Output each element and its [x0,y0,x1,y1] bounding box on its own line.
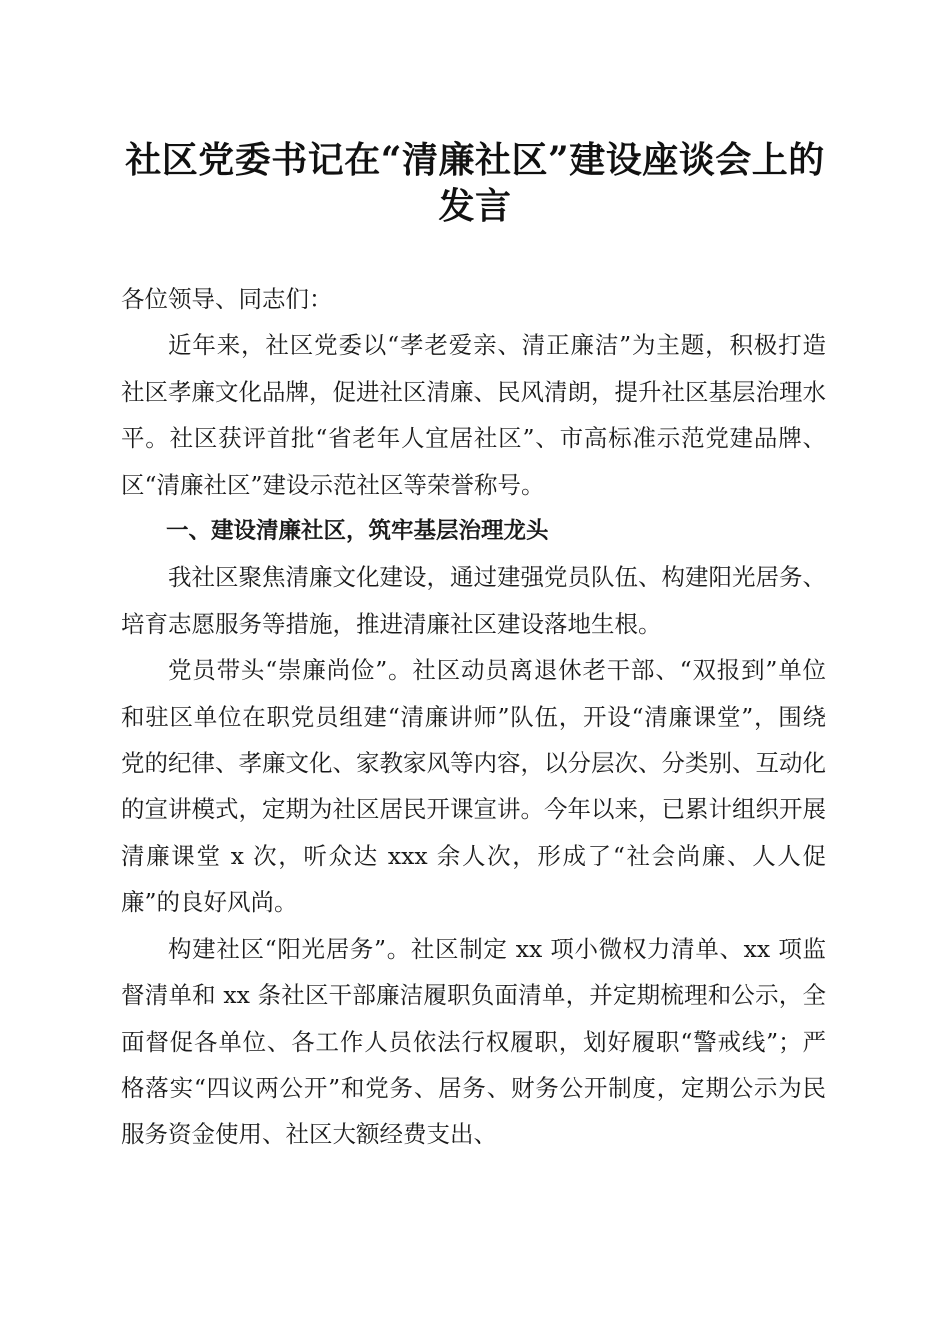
intro-paragraph: 近年来，社区党委以“孝老爱亲、清正廉洁”为主题，积极打造社区孝廉文化品牌，促进社区清廉、民风清朗，提升社区基层治理水平。社区获评首批“省老年人宜居社区”、市高标准示范党建品牌、区“清廉社区”建设示范社区等荣誉称号。 [121,331,826,499]
title-line-1: 社区党委书记在“清廉社区”建设座谈会上的 [125,139,825,181]
title-line-2: 发言 [438,185,512,227]
salutation: 各位领导、同志们： [121,285,333,313]
body-paragraph-3: 构建社区“阳光居务”。社区制定 xx 项小微权力清单、xx 项监督清单和 xx 条社区干部廉洁履职负面清单，并定期梳理和公示，全面督促各单位、各工作人员依法行权履职，划好履职“警戒线”；严格落实“四议两公开”和党务、居务、财务公开制度，定期公示为民服务资金使用、社区大额经费支出、 [121,934,826,1149]
document-body [121,276,826,1158]
body-paragraph-2: 党员带头“崇廉尚俭”。社区动员离退休老干部、“双报到”单位和驻区单位在职党员组建“清廉讲师”队伍，开设“清廉课堂”，围绕党的纪律、孝廉文化、家教家风等内容，以分层次、分类别、互动化的宣讲模式，定期为社区居民开课宣讲。今年以来，已累计组织开展清廉课堂 x 次，听众达 xxx 余人次，形成了“社会尚廉、人人促廉”的良好风尚。 [121,656,826,917]
body-paragraph-1: 我社区聚焦清廉文化建设，通过建强党员队伍、构建阳光居务、培育志愿服务等措施，推进清廉社区建设落地生根。 [121,563,826,638]
document-title [100,137,850,229]
section-heading-1: 一、建设清廉社区，筑牢基层治理龙头 [166,518,549,545]
